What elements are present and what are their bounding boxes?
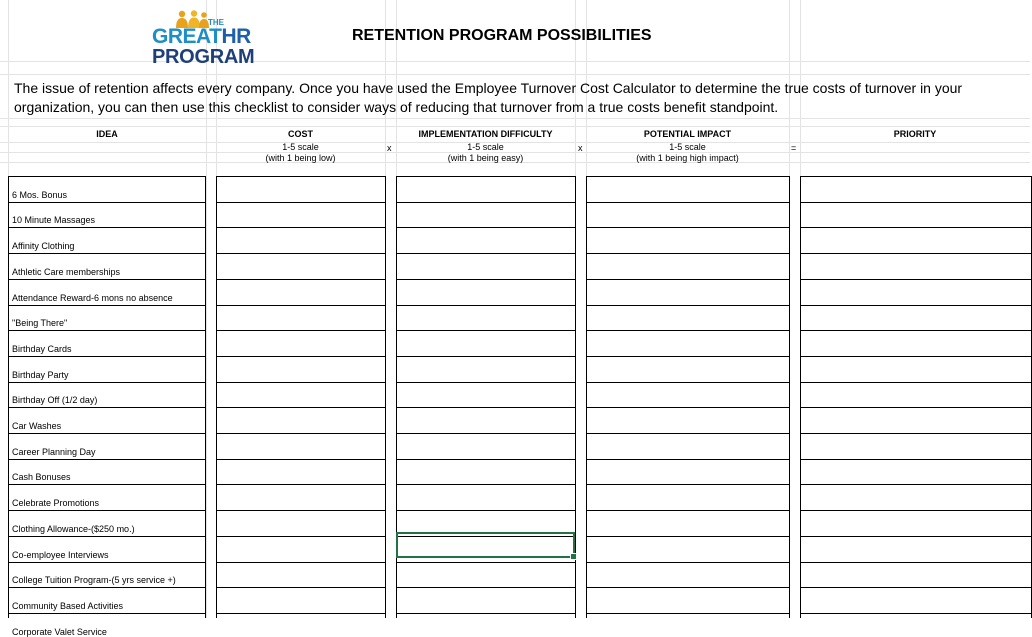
idea-item: Athletic Care memberships <box>12 267 121 277</box>
row-border <box>586 562 790 563</box>
row-border <box>8 433 206 434</box>
great-hr-program-logo <box>150 8 260 72</box>
row-border <box>586 510 790 511</box>
row-border <box>8 510 206 511</box>
row-border <box>396 484 576 485</box>
row-border <box>396 356 576 357</box>
difficulty-scale: 1-5 scale <box>467 142 504 152</box>
idea-item: Clothing Allowance-($250 mo.) <box>12 524 135 534</box>
row-border <box>800 253 1032 254</box>
row-border <box>586 279 790 280</box>
row-border <box>8 562 206 563</box>
intro-text: The issue of retention affects every company. Once you have used the Employee Turnover Cost Calculator to determine the true costs of turnover in your organization, you can then use this checklist to consider ways of reducing that turnover from a true costs benefit standpoint. <box>14 80 963 115</box>
row-border <box>8 279 206 280</box>
row-border <box>800 382 1032 383</box>
idea-item: Car Washes <box>12 421 62 431</box>
row-border <box>216 407 386 408</box>
row-border <box>800 510 1032 511</box>
idea-item: College Tuition Program-(5 yrs service +) <box>12 575 176 585</box>
idea-item: Birthday Off (1/2 day) <box>12 395 98 405</box>
idea-item: Birthday Cards <box>12 344 72 354</box>
cost-scale: 1-5 scale <box>282 142 319 152</box>
gridline <box>0 74 1030 75</box>
idea-item: Birthday Party <box>12 370 69 380</box>
impact-note: (with 1 being high impact) <box>636 153 739 163</box>
header-idea: IDEA <box>96 129 118 139</box>
row-border <box>216 227 386 228</box>
header-difficulty: IMPLEMENTATION DIFFICULTY <box>418 129 553 139</box>
row-border <box>800 279 1032 280</box>
idea-item: Career Planning Day <box>12 447 96 457</box>
row-border <box>396 227 576 228</box>
row-border <box>216 459 386 460</box>
row-border <box>586 433 790 434</box>
idea-item: 10 Minute Massages <box>12 215 96 225</box>
idea-item: 6 Mos. Bonus <box>12 190 68 200</box>
row-border <box>216 279 386 280</box>
row-border <box>586 587 790 588</box>
row-border <box>800 305 1032 306</box>
row-border <box>800 562 1032 563</box>
row-border <box>216 253 386 254</box>
row-border <box>800 227 1032 228</box>
logo-the: THE <box>208 18 224 27</box>
multiply-operator: x <box>387 143 392 153</box>
row-border <box>586 202 790 203</box>
row-border <box>396 510 576 511</box>
multiply-operator: x <box>578 143 583 153</box>
row-border <box>586 330 790 331</box>
row-border <box>8 382 206 383</box>
idea-item: Celebrate Promotions <box>12 498 100 508</box>
idea-item: Community Based Activities <box>12 601 124 611</box>
logo-great: GREAT <box>152 25 222 48</box>
row-border <box>216 356 386 357</box>
row-border <box>216 202 386 203</box>
idea-item: "Being There" <box>12 318 68 328</box>
row-border <box>396 382 576 383</box>
row-border <box>586 613 790 614</box>
row-border <box>396 459 576 460</box>
row-border <box>216 433 386 434</box>
header-impact: POTENTIAL IMPACT <box>643 129 732 139</box>
equals-operator: = <box>791 143 797 153</box>
row-border <box>396 562 576 563</box>
row-border <box>8 587 206 588</box>
row-border <box>396 279 576 280</box>
row-border <box>216 536 386 537</box>
row-border <box>8 253 206 254</box>
row-border <box>8 330 206 331</box>
row-border <box>396 407 576 408</box>
cost-column[interactable] <box>216 176 386 618</box>
logo-great-hr <box>152 26 251 48</box>
row-border <box>396 613 576 614</box>
row-border <box>800 356 1032 357</box>
row-border <box>8 202 206 203</box>
row-border <box>800 459 1032 460</box>
row-border <box>586 459 790 460</box>
row-border <box>586 407 790 408</box>
impact-scale: 1-5 scale <box>669 142 706 152</box>
row-border <box>800 613 1032 614</box>
row-border <box>800 587 1032 588</box>
logo-program: PROGRAM <box>152 46 255 68</box>
row-border <box>216 484 386 485</box>
idea-item: Co-employee Interviews <box>12 550 109 560</box>
row-border <box>800 407 1032 408</box>
row-border <box>8 484 206 485</box>
row-border <box>800 433 1032 434</box>
idea-item: Corporate Valet Service <box>12 627 107 637</box>
row-border <box>216 587 386 588</box>
row-border <box>396 253 576 254</box>
row-border <box>8 459 206 460</box>
row-border <box>800 536 1032 537</box>
row-border <box>586 253 790 254</box>
row-border <box>800 202 1032 203</box>
row-border <box>8 356 206 357</box>
cost-note: (with 1 being low) <box>265 153 336 163</box>
row-border <box>396 330 576 331</box>
row-border <box>8 407 206 408</box>
impact-column[interactable] <box>586 176 790 618</box>
row-border <box>586 484 790 485</box>
header-priority: PRIORITY <box>893 129 937 139</box>
row-border <box>216 510 386 511</box>
gridline <box>0 118 1030 119</box>
row-border <box>216 613 386 614</box>
difficulty-note: (with 1 being easy) <box>447 153 524 163</box>
row-border <box>586 536 790 537</box>
row-border <box>396 305 576 306</box>
selected-cell[interactable] <box>396 532 575 558</box>
idea-item: Cash Bonuses <box>12 472 71 482</box>
row-border <box>8 536 206 537</box>
idea-item: Affinity Clothing <box>12 241 75 251</box>
row-border <box>216 562 386 563</box>
row-border <box>586 305 790 306</box>
idea-item: Attendance Reward-6 mons no absence <box>12 293 173 303</box>
row-border <box>586 227 790 228</box>
row-border <box>8 305 206 306</box>
priority-column[interactable] <box>800 176 1032 618</box>
row-border <box>216 305 386 306</box>
row-border <box>800 484 1032 485</box>
row-border <box>216 382 386 383</box>
logo-hr: HR <box>221 25 251 48</box>
header-cost: COST <box>287 129 313 139</box>
row-border <box>396 433 576 434</box>
gridline <box>0 126 1030 127</box>
row-border <box>396 202 576 203</box>
row-border <box>8 227 206 228</box>
row-border <box>586 382 790 383</box>
row-border <box>586 356 790 357</box>
row-border <box>8 613 206 614</box>
row-border <box>216 330 386 331</box>
page-title: RETENTION PROGRAM POSSIBILITIES <box>352 27 652 44</box>
row-border <box>396 587 576 588</box>
row-border <box>800 330 1032 331</box>
